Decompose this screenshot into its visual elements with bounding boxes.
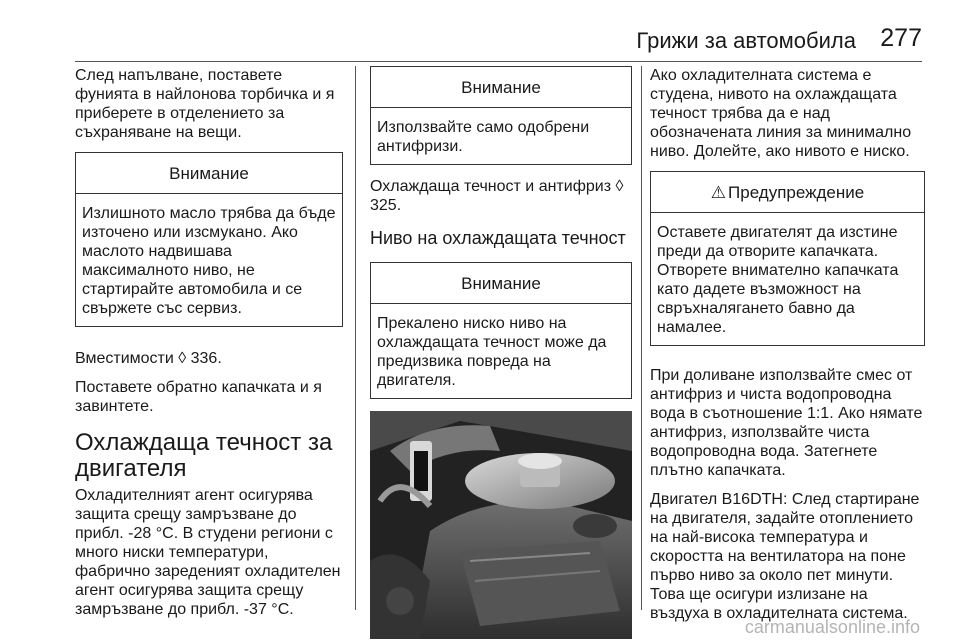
replace-cap-paragraph: Поставете обратно капачката и я завинтете. xyxy=(75,379,322,415)
coolant-paragraph: Охладителният агент осигурява защита срещу замръзване до прибл. -28 °C. В студени региони с много ниски температури, фабрично зареденият охладителен агент осигурява защита срещу замръзване до прибл. -37 °C. xyxy=(75,487,341,618)
notice-title: Внимание xyxy=(371,67,631,108)
notice-body: Използвайте само одобрени антифризи. xyxy=(377,119,590,155)
column-divider-1 xyxy=(355,66,356,610)
topup-paragraph: При доливане използвайте смес от антифриз и чиста водопроводна вода в съотношение 1:1. Ако нямате антифриз, използвайте чиста водопроводна вода. Затегнете плътно капачката. xyxy=(650,367,923,479)
capacity-reference: Вместимости ◊ 336. xyxy=(75,350,222,367)
warning-title-row xyxy=(651,172,924,213)
engine-bay-photo xyxy=(370,411,632,639)
warning-body: Оставете двигателят да изстине преди да отворите капачката. Отворете внимателно капачката като дадете възможност на свръхналягането бавно да намалее. xyxy=(657,224,899,336)
notice-title: Внимание xyxy=(76,153,342,194)
notice-body: Излишното масло трябва да бъде източено или изсмукано. Ако маслото надвишава максималното ниво, не стартирайте автомобила и се свържете със сервиз. xyxy=(82,205,336,317)
subsection-title-coolant-level: Ниво на охлаждащата течност xyxy=(370,228,626,248)
engine-illustration xyxy=(370,411,632,639)
notice-box-antifreeze xyxy=(370,66,632,165)
page-number: 277 xyxy=(880,24,922,52)
watermark: carmanualsonline.info xyxy=(744,617,920,637)
warning-box xyxy=(650,171,925,346)
intro-paragraph: След напълване, поставете фунията в найлонова торбичка и я приберете в отделението за съхраняване на вещи. xyxy=(75,67,335,141)
column-right xyxy=(650,66,925,633)
notice-box-oil xyxy=(75,152,343,327)
page-header xyxy=(0,22,960,62)
notice-box-low-level xyxy=(370,262,632,399)
section-title-coolant: Охлаждаща течност за двигателя xyxy=(75,429,333,482)
page-title: Грижи за автомобила xyxy=(636,28,856,53)
warning-title: Предупреждение xyxy=(728,183,865,202)
warning-triangle-icon: ⚠ xyxy=(710,183,727,202)
column-middle xyxy=(370,66,632,639)
notice-title: Внимание xyxy=(371,263,631,304)
engine-b16dth-paragraph: Двигател B16DTH: След стартиране на двигателя, задайте отоплението на най-висока температура и скоростта на вентилатора на поне първо ниво за около пет минути. Това ще осигури излизане на въздуха в охладителната система. xyxy=(650,491,920,622)
column-left xyxy=(75,66,343,629)
column-divider-2 xyxy=(641,66,642,610)
header-divider xyxy=(75,61,922,62)
antifreeze-reference: Охлаждаща течност и антифриз ◊ 325. xyxy=(370,178,624,214)
coolant-level-paragraph: Ако охладителната система е студена, нивото на охлаждащата течност трябва да е над обозначената линия за минимално ниво. Долейте, ако нивото е ниско. xyxy=(650,67,912,160)
notice-body: Прекалено ниско ниво на охлаждащата течност може да предизвика повреда на двигателя. xyxy=(377,315,607,389)
